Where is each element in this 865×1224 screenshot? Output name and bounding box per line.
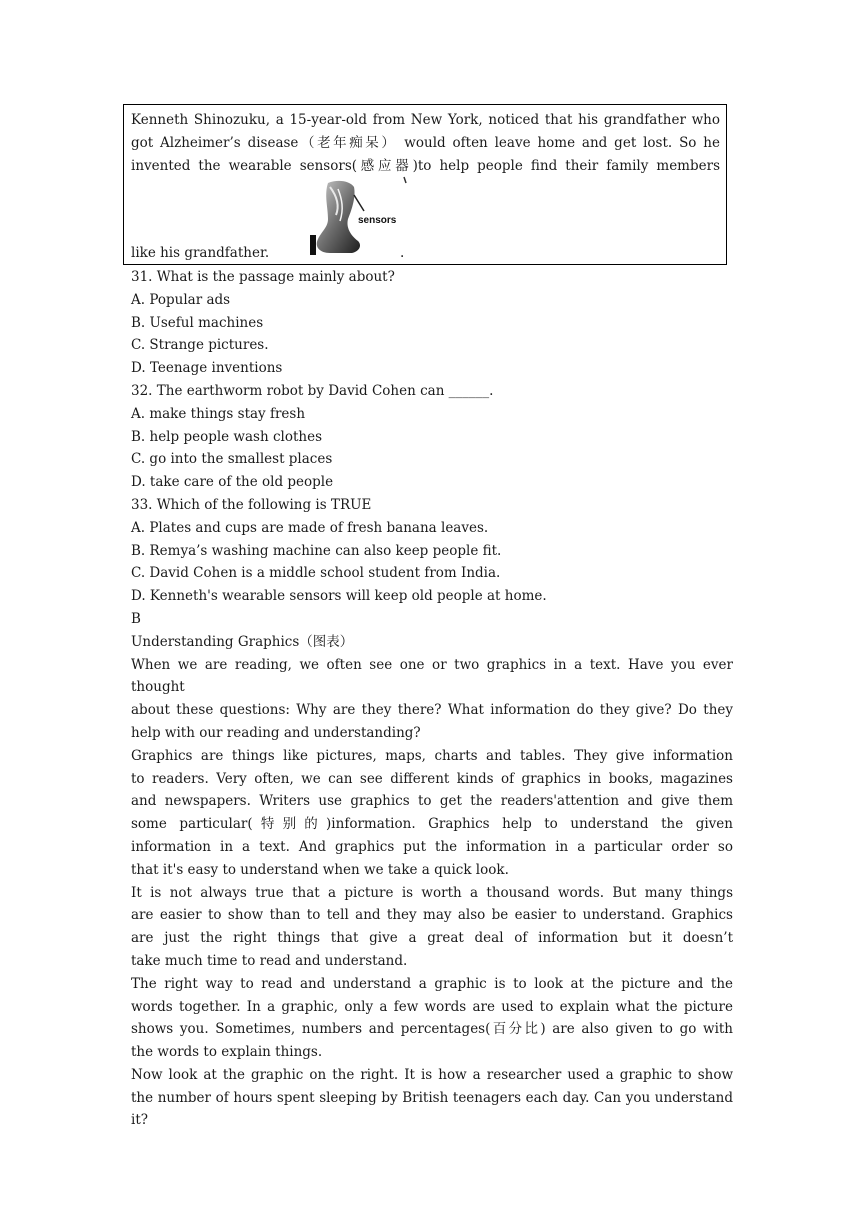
option-a: A. make things stay fresh [131, 405, 306, 422]
option-c: C. David Cohen is a middle school student from India. [131, 565, 501, 582]
paragraph-line: and newspapers. Writers use graphics to get the readers'attention and give them [131, 793, 733, 810]
paragraph-3 [131, 882, 733, 973]
paragraph-line: The right way to read and understand a graphic is to look at the picture and the [131, 975, 733, 992]
paragraph-2 [131, 745, 733, 882]
paragraph-line: help with our reading and understanding? [131, 724, 421, 741]
option-b: B. Remya’s washing machine can also keep people fit. [131, 542, 502, 559]
question-stem: 31. What is the passage mainly about? [131, 269, 395, 285]
option-c: C. Strange pictures. [131, 337, 269, 354]
paragraph-line: are easier to show than to tell and they may also be easier to understand. Graphics [131, 907, 733, 924]
paragraph-1 [131, 654, 733, 745]
question-32 [131, 380, 733, 494]
paragraph-line: that it's easy to understand when we take a quick look. [131, 861, 509, 878]
intro-last-line: like his grandfather. [131, 245, 270, 261]
intro-text [131, 109, 720, 178]
intro-line: Kenneth Shinozuku, a 15-year-old from New York, noticed that his grandfather who [131, 112, 720, 128]
paragraph-line: to readers. Very often, we can see different kinds of graphics in books, magazines [131, 770, 733, 787]
main-content [131, 266, 733, 1132]
option-a: A. Plates and cups are made of fresh banana leaves. [131, 519, 489, 536]
option-a: A. Popular ads [131, 291, 231, 308]
sensors-image-label: sensors [358, 215, 397, 226]
paragraph-line: Now look at the graphic on the right. It is how a researcher used a graphic to show [131, 1066, 733, 1083]
paragraph-line: words together. In a graphic, only a few words are used to explain what the picture [131, 998, 733, 1015]
option-b: B. Useful machines [131, 314, 264, 331]
paragraph-line: the words to explain things. [131, 1044, 323, 1061]
paragraph-line: When we are reading, we often see one or two graphics in a text. Have you ever thought [131, 656, 733, 696]
section-title: Understanding Graphics（图表） [131, 633, 354, 650]
section-letter: B [131, 610, 141, 627]
option-d: D. take care of the old people [131, 474, 334, 491]
paragraph-line: about these questions: Why are they there? What information do they give? Do they [131, 702, 733, 719]
paragraph-line: the number of hours spent sleeping by British teenagers each day. Can you understand [131, 1089, 733, 1106]
paragraph-line: It is not always true that a picture is worth a thousand words. But many things [131, 884, 733, 901]
option-b: B. help people wash clothes [131, 428, 322, 445]
paragraph-5 [131, 1064, 733, 1132]
paragraph-line: some particular(特别的)information. Graphics help to understand the given [131, 816, 733, 833]
intro-line: got Alzheimer’s disease（老年痴呆） would often leave home and get lost. So he [131, 135, 720, 151]
question-31 [131, 266, 733, 380]
option-d: D. Teenage inventions [131, 360, 283, 377]
paragraph-line: it? [131, 1112, 148, 1129]
paragraph-line: take much time to read and understand. [131, 952, 408, 969]
paragraph-line: Graphics are things like pictures, maps, charts and tables. They give information [131, 747, 733, 764]
question-stem: 33. Which of the following is TRUE [131, 496, 372, 513]
intro-line: invented the wearable sensors(感应器)to help people find their family members [131, 158, 720, 174]
question-33 [131, 494, 733, 608]
intro-text-box [123, 104, 727, 265]
option-c: C. go into the smallest places [131, 451, 333, 468]
intro-end-mark: . [400, 245, 405, 261]
paragraph-4 [131, 973, 733, 1064]
paragraph-line: shows you. Sometimes, numbers and percentages(百分比) are also given to go with [131, 1021, 733, 1038]
paragraph-line: information in a text. And graphics put the information in a particular order so [131, 838, 733, 855]
paragraph-line: are just the right things that give a great deal of information but it doesn’t [131, 930, 733, 947]
question-stem: 32. The earthworm robot by David Cohen can ______. [131, 382, 494, 399]
option-d: D. Kenneth's wearable sensors will keep old people at home. [131, 588, 547, 605]
